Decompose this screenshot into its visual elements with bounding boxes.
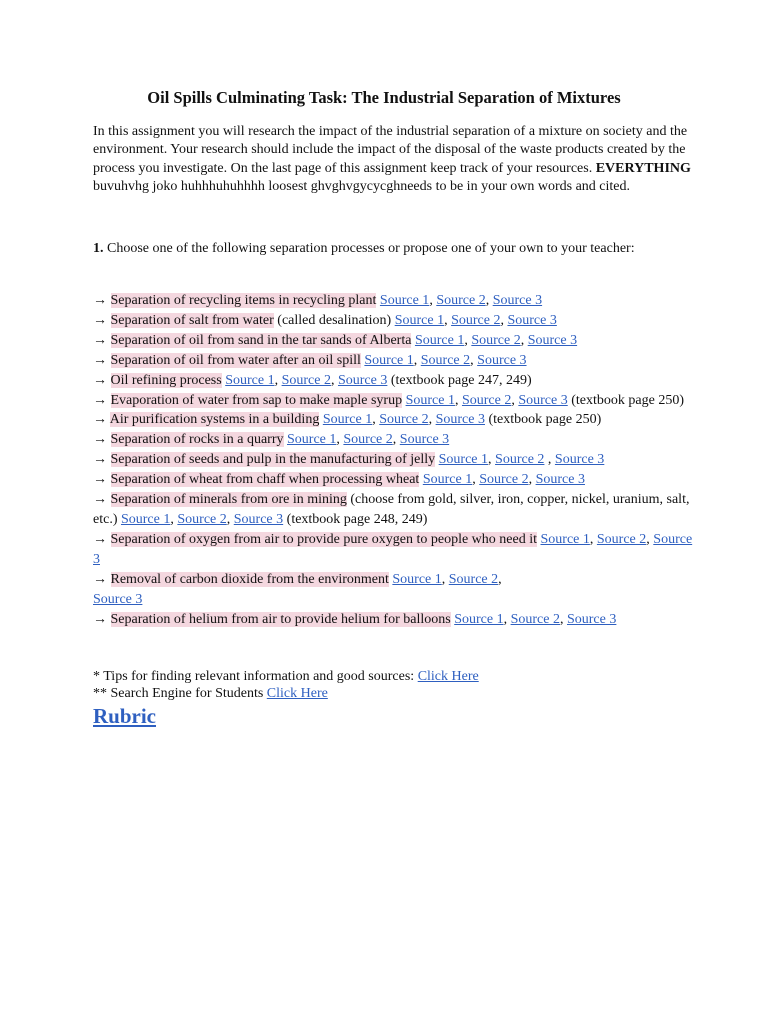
source-link-1[interactable]: Source 1 bbox=[225, 372, 275, 388]
source-link-1[interactable]: Source 1 bbox=[422, 472, 473, 488]
intro-bold-word: EVERYTHING bbox=[595, 160, 691, 176]
source-link-2[interactable]: Source 2 bbox=[281, 372, 331, 388]
source-link-2[interactable]: Source 2 bbox=[451, 312, 501, 328]
source-link-3[interactable]: Source 3 bbox=[233, 511, 284, 527]
document-title: Oil Spills Culminating Task: The Industrial Separation of Mixtures bbox=[147, 88, 621, 107]
process-item: → Air purification systems in a building Source 1, Source 2, Source 3 (textbook page 250) bbox=[93, 412, 602, 428]
source-link-1[interactable]: Source 1 bbox=[392, 571, 442, 587]
process-item: → Separation of oxygen from air to provide pure oxygen to people who need it Source 1, Source 2, Source 3 bbox=[93, 531, 693, 567]
process-label: Separation of oil from water after an oil spill bbox=[110, 352, 361, 368]
process-label: Separation of wheat from chaff when processing wheat bbox=[110, 472, 420, 488]
source-link-3[interactable]: Source 3 bbox=[93, 531, 693, 567]
source-link-1[interactable]: Source 1 bbox=[540, 531, 590, 547]
source-link-3[interactable]: Source 3 bbox=[337, 372, 388, 388]
source-link-2[interactable]: Source 2 bbox=[471, 332, 521, 348]
source-link-3[interactable]: Source 3 bbox=[535, 472, 585, 488]
source-link-2[interactable]: Source 2 bbox=[596, 531, 647, 547]
process-note: (choose from gold, silver, iron, copper, nickel, uranium, salt, etc.) bbox=[93, 492, 690, 527]
tips-block bbox=[93, 668, 693, 702]
source-link-3[interactable]: Source 3 bbox=[93, 591, 143, 607]
source-link-1[interactable]: Source 1 bbox=[438, 452, 489, 468]
source-link-1[interactable]: Source 1 bbox=[364, 352, 414, 368]
process-item: → Separation of helium from air to provide helium for balloons Source 1, Source 2, Source 3 bbox=[93, 611, 617, 627]
intro-text: In this assignment you will research the impact of the industrial separation of a mixture on society and the environment. Your research should include the impact of the disposal of the waste products created by the process you investigate. On the last page of this assignment keep track of your resources. bbox=[93, 124, 688, 176]
process-item: → Separation of seeds and pulp in the manufacturing of jelly Source 1, Source 2 , Source 3 bbox=[93, 452, 605, 468]
textbook-reference: (textbook page 247, 249) bbox=[390, 372, 532, 388]
process-label: Separation of rocks in a quarry bbox=[110, 432, 284, 448]
textbook-reference: (textbook page 250) bbox=[488, 412, 602, 428]
source-link-1[interactable]: Source 1 bbox=[414, 332, 465, 348]
arrow-icon: → bbox=[93, 312, 107, 328]
source-link-2[interactable]: Source 2 bbox=[343, 432, 393, 448]
source-link-3[interactable]: Source 3 bbox=[518, 392, 568, 408]
process-item: → Separation of rocks in a quarry Source 1, Source 2, Source 3 bbox=[93, 432, 450, 448]
source-link-2[interactable]: Source 2 bbox=[479, 472, 529, 488]
source-link-3[interactable]: Source 3 bbox=[399, 432, 450, 448]
arrow-icon: → bbox=[93, 472, 107, 488]
source-link-1[interactable]: Source 1 bbox=[379, 293, 430, 308]
search-engine-link[interactable]: Click Here bbox=[266, 686, 328, 701]
process-label: Oil refining process bbox=[110, 372, 222, 388]
process-item: → Separation of oil from water after an oil spill Source 1, Source 2, Source 3 bbox=[93, 352, 527, 368]
question-number: 1. bbox=[93, 241, 104, 256]
source-link-2[interactable]: Source 2 bbox=[177, 511, 227, 527]
process-item: → Oil refining process Source 1, Source 2, Source 3 (textbook page 247, 249) bbox=[93, 372, 532, 388]
process-label: Air purification systems in a building bbox=[109, 412, 320, 428]
process-label: Separation of oil from sand in the tar sands of Alberta bbox=[110, 332, 412, 348]
separation-process-list bbox=[93, 291, 693, 629]
process-note: (called desalination) bbox=[277, 312, 392, 328]
textbook-reference: (textbook page 248, 249) bbox=[286, 511, 428, 527]
source-link-2[interactable]: Source 2 bbox=[420, 352, 471, 368]
source-link-3[interactable]: Source 3 bbox=[435, 412, 485, 428]
source-link-1[interactable]: Source 1 bbox=[405, 392, 455, 408]
process-label: Separation of minerals from ore in mining bbox=[110, 492, 347, 508]
source-link-3[interactable]: Source 3 bbox=[554, 452, 605, 468]
search-prefix: ** Search Engine for Students bbox=[93, 686, 267, 701]
source-link-2[interactable]: Source 2 bbox=[436, 293, 486, 308]
process-item: → Separation of wheat from chaff when processing wheat Source 1, Source 2, Source 3 bbox=[93, 472, 585, 488]
arrow-icon: → bbox=[93, 412, 107, 428]
process-label: Separation of recycling items in recycling plant bbox=[110, 293, 377, 308]
source-link-3[interactable]: Source 3 bbox=[527, 332, 578, 348]
intro-paragraph bbox=[93, 123, 693, 197]
arrow-icon: → bbox=[93, 492, 107, 508]
tips-prefix: * Tips for finding relevant information and good sources: bbox=[93, 669, 418, 684]
source-link-3[interactable]: Source 3 bbox=[566, 611, 617, 627]
source-link-2[interactable]: Source 2 bbox=[379, 412, 429, 428]
arrow-icon: → bbox=[93, 452, 107, 468]
source-link-2[interactable]: Source 2 bbox=[448, 571, 499, 587]
process-item: → Removal of carbon dioxide from the environment Source 1, Source 2, Source 3 bbox=[93, 571, 502, 607]
source-link-1[interactable]: Source 1 bbox=[287, 432, 337, 448]
process-label: Separation of seeds and pulp in the manufacturing of jelly bbox=[110, 452, 436, 468]
process-label: Removal of carbon dioxide from the environment bbox=[110, 571, 389, 587]
process-label: Separation of salt from water bbox=[110, 312, 274, 328]
process-item: → Evaporation of water from sap to make maple syrup Source 1, Source 2, Source 3 (textbook page 250) bbox=[93, 392, 684, 408]
arrow-icon: → bbox=[93, 332, 107, 348]
process-item: → Separation of recycling items in recycling plant Source 1, Source 2, Source 3 bbox=[93, 293, 543, 308]
question-text: Choose one of the following separation processes or propose one of your own to your teacher: bbox=[103, 241, 635, 256]
question-1 bbox=[93, 240, 693, 258]
source-link-2[interactable]: Source 2 bbox=[495, 452, 545, 468]
tips-link[interactable]: Click Here bbox=[417, 669, 479, 684]
source-link-3[interactable]: Source 3 bbox=[507, 312, 557, 328]
process-item: → Separation of oil from sand in the tar sands of Alberta Source 1, Source 2, Source 3 bbox=[93, 332, 578, 348]
rubric-link[interactable]: Rubric bbox=[93, 704, 156, 728]
source-link-3[interactable]: Source 3 bbox=[477, 352, 527, 368]
arrow-icon: → bbox=[93, 392, 107, 408]
process-item: → Separation of salt from water (called desalination) Source 1, Source 2, Source 3 bbox=[93, 312, 557, 328]
intro-rest: buvuhvhg joko huhhhuhuhhhh loosest ghvghvgycycghneeds to be in your own words and cited. bbox=[93, 179, 630, 195]
source-link-1[interactable]: Source 1 bbox=[454, 611, 504, 627]
textbook-reference: (textbook page 250) bbox=[571, 392, 684, 408]
arrow-icon: → bbox=[93, 372, 107, 388]
source-link-2[interactable]: Source 2 bbox=[461, 392, 512, 408]
process-label: Separation of oxygen from air to provide pure oxygen to people who need it bbox=[110, 531, 537, 547]
source-link-3[interactable]: Source 3 bbox=[492, 293, 543, 308]
arrow-icon: → bbox=[93, 293, 107, 308]
process-item: → Separation of minerals from ore in mining (choose from gold, silver, iron, copper, nickel, uranium, salt, etc.) Source 1, Source 2, Source 3 (textbook page 248, 249) bbox=[93, 492, 690, 527]
process-label: Separation of helium from air to provide helium for balloons bbox=[110, 611, 451, 627]
source-link-1[interactable]: Source 1 bbox=[120, 511, 171, 527]
process-label: Evaporation of water from sap to make maple syrup bbox=[110, 392, 403, 408]
source-link-2[interactable]: Source 2 bbox=[510, 611, 560, 627]
arrow-icon: → bbox=[93, 571, 107, 587]
arrow-icon: → bbox=[93, 611, 107, 627]
arrow-icon: → bbox=[93, 531, 107, 547]
source-link-1[interactable]: Source 1 bbox=[394, 312, 445, 328]
arrow-icon: → bbox=[93, 432, 107, 448]
source-link-1[interactable]: Source 1 bbox=[322, 412, 373, 428]
arrow-icon: → bbox=[93, 352, 107, 368]
